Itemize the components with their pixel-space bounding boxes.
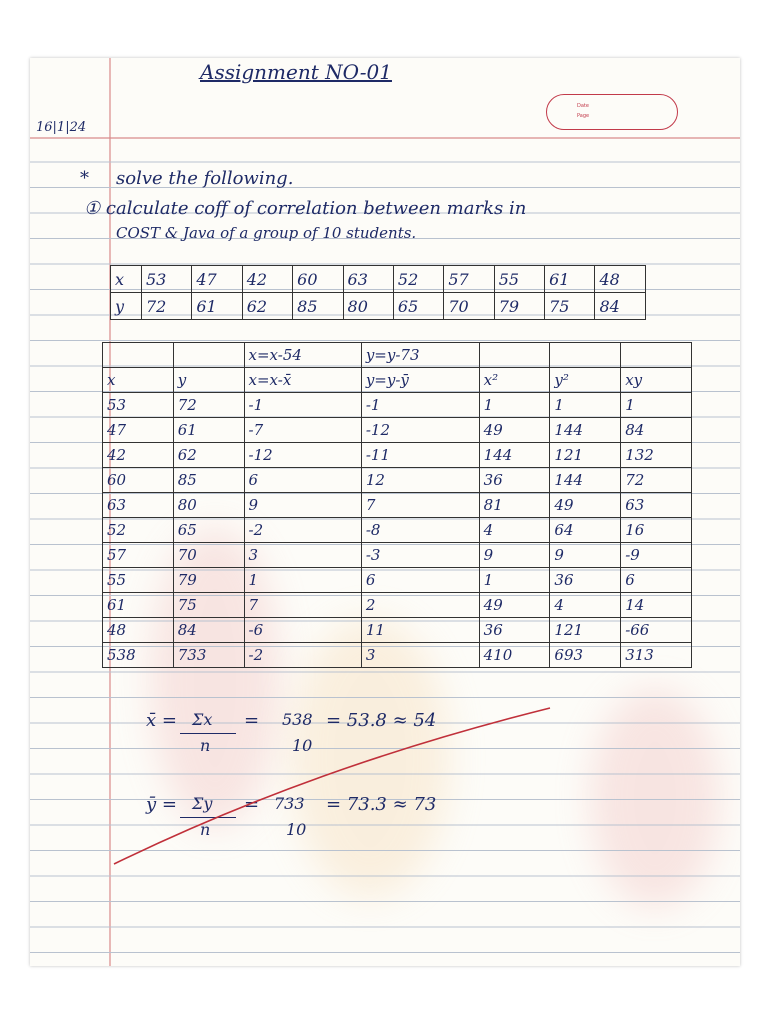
table-row-cell: 63 (103, 493, 174, 518)
table-row-cell: 121 (550, 618, 621, 643)
data-cell: 63 (343, 266, 393, 293)
totals-row-cell: 693 (550, 643, 621, 668)
table-row-cell: 60 (103, 468, 174, 493)
xbar-result: = 53.8 ≈ 54 (326, 710, 437, 731)
header-row-cell: x² (479, 368, 550, 393)
data-cell: 57 (444, 266, 494, 293)
table-row-cell: 1 (479, 393, 550, 418)
notebook-page (30, 58, 740, 966)
totals-row-cell: 3 (361, 643, 479, 668)
table-row-cell: 6 (361, 568, 479, 593)
header-row-cell: y (173, 368, 244, 393)
instruction-text: solve the following. (116, 168, 294, 189)
table-row-cell: 1 (550, 393, 621, 418)
top-header-row-cell: x=x-54 (244, 343, 361, 368)
ybar-count-value: 10 (286, 820, 307, 839)
data-cell: 47 (192, 266, 242, 293)
table-row-cell: 61 (103, 593, 174, 618)
table-row-cell: 80 (173, 493, 244, 518)
xbar-count-value: 10 (292, 736, 313, 755)
table-row-cell: 144 (550, 418, 621, 443)
table-row-cell: 9 (244, 493, 361, 518)
top-header-row-cell: y=y-73 (361, 343, 479, 368)
table-row-cell: 65 (173, 518, 244, 543)
table-row-cell: -7 (244, 418, 361, 443)
table-row-cell: 4 (479, 518, 550, 543)
table-row-cell: 36 (479, 468, 550, 493)
data-cell: 62 (242, 293, 292, 320)
table-row-cell: 52 (103, 518, 174, 543)
ybar-denominator: n (200, 820, 211, 839)
table-row-cell: -9 (621, 543, 692, 568)
table-row-cell: 14 (621, 593, 692, 618)
row-label: y (111, 293, 142, 320)
table-row-cell: 9 (550, 543, 621, 568)
table-row-cell: 70 (173, 543, 244, 568)
table-row-cell: -3 (361, 543, 479, 568)
data-cell: 61 (192, 293, 242, 320)
table-row-cell: 1 (479, 568, 550, 593)
data-cell: 75 (545, 293, 595, 320)
header-row-cell: y=y-ȳ (361, 368, 479, 393)
table-row-cell: 84 (173, 618, 244, 643)
table-row-cell: -11 (361, 443, 479, 468)
xbar-lhs: x̄ = (146, 710, 177, 731)
table-row-cell: -66 (621, 618, 692, 643)
bullet-star: * (80, 168, 89, 189)
table-row-cell: 61 (173, 418, 244, 443)
table-row-cell: 49 (479, 418, 550, 443)
question-text-2: COST & Java of a group of 10 students. (116, 224, 417, 242)
data-cell: 42 (242, 266, 292, 293)
data-cell: 55 (494, 266, 544, 293)
table-row-cell: 79 (173, 568, 244, 593)
table-row-cell: 84 (621, 418, 692, 443)
data-cell: 70 (444, 293, 494, 320)
data-cell: 80 (343, 293, 393, 320)
data-cell: 79 (494, 293, 544, 320)
red-pen-curve (114, 708, 550, 864)
assignment-title: Assignment NO-01 (200, 60, 392, 84)
table-row-cell: 63 (621, 493, 692, 518)
totals-row-cell: 410 (479, 643, 550, 668)
question-number: ① (84, 198, 101, 219)
date-note: 16|1|24 (36, 120, 87, 135)
table-row-cell: 132 (621, 443, 692, 468)
table-row-cell: 4 (550, 593, 621, 618)
data-cell: 52 (393, 266, 443, 293)
data-cell: 53 (141, 266, 191, 293)
table-row-cell: -1 (244, 393, 361, 418)
table-row-cell: 57 (103, 543, 174, 568)
data-cell: 72 (141, 293, 191, 320)
xbar-numerator: Σx (192, 710, 213, 729)
xbar-denominator: n (200, 736, 211, 755)
table-row-cell: 49 (479, 593, 550, 618)
table-row-cell: 75 (173, 593, 244, 618)
header-row-cell: xy (621, 368, 692, 393)
totals-row-cell: 538 (103, 643, 174, 668)
ybar-equals: = (244, 794, 260, 815)
data-cell: 84 (595, 293, 646, 320)
table-row-cell: 85 (173, 468, 244, 493)
table-row-cell: 47 (103, 418, 174, 443)
table-row-cell: 7 (244, 593, 361, 618)
table-row-cell: 64 (550, 518, 621, 543)
header-row-cell: y² (550, 368, 621, 393)
ybar-lhs: ȳ = (146, 794, 177, 815)
table-row-cell: 121 (550, 443, 621, 468)
table-row-cell: -6 (244, 618, 361, 643)
header-row-cell: x (103, 368, 174, 393)
data-cell: 85 (293, 293, 343, 320)
question-text-1: calculate coff of correlation between marks in (105, 198, 527, 219)
stamp-date-label: Date (577, 103, 589, 109)
table-row-cell: 72 (173, 393, 244, 418)
ybar-numerator: Σy (192, 794, 213, 813)
table-row-cell: 55 (103, 568, 174, 593)
table-row-cell: 72 (621, 468, 692, 493)
data-cell: 61 (545, 266, 595, 293)
data-cell: 60 (293, 266, 343, 293)
table-row-cell: 53 (103, 393, 174, 418)
data-cell: 48 (595, 266, 646, 293)
stamp-page-label: Page (577, 113, 590, 119)
totals-row-cell: -2 (244, 643, 361, 668)
table-row-cell: 62 (173, 443, 244, 468)
xbar-sum-value: 538 (282, 710, 313, 729)
table-row-cell: 11 (361, 618, 479, 643)
table-row-cell: 36 (550, 568, 621, 593)
table-row-cell: 6 (621, 568, 692, 593)
ybar-result: = 73.3 ≈ 73 (326, 794, 437, 815)
table-row-cell: 1 (621, 393, 692, 418)
table-row-cell: 7 (361, 493, 479, 518)
table-row-cell: 12 (361, 468, 479, 493)
table-row-cell: 6 (244, 468, 361, 493)
table-row-cell: -12 (244, 443, 361, 468)
ybar-sum-value: 733 (274, 794, 305, 813)
table-row-cell: -1 (361, 393, 479, 418)
xbar-equals: = (244, 710, 260, 731)
row-label: x (111, 266, 142, 293)
table-row-cell: 3 (244, 543, 361, 568)
table-row-cell: 144 (550, 468, 621, 493)
data-cell: 65 (393, 293, 443, 320)
table-row-cell: -12 (361, 418, 479, 443)
table-row-cell: 36 (479, 618, 550, 643)
table-row-cell: 1 (244, 568, 361, 593)
header-row-cell: x=x-x̄ (244, 368, 361, 393)
table-row-cell: 16 (621, 518, 692, 543)
table-row-cell: 48 (103, 618, 174, 643)
red-pen-stroke (30, 58, 740, 966)
table-row-cell: -2 (244, 518, 361, 543)
table-row-cell: 42 (103, 443, 174, 468)
table-row-cell: 144 (479, 443, 550, 468)
totals-row-cell: 733 (173, 643, 244, 668)
table-row-cell: 2 (361, 593, 479, 618)
table-row-cell: -8 (361, 518, 479, 543)
table-row-cell: 81 (479, 493, 550, 518)
totals-row-cell: 313 (621, 643, 692, 668)
table-row-cell: 49 (550, 493, 621, 518)
table-row-cell: 9 (479, 543, 550, 568)
